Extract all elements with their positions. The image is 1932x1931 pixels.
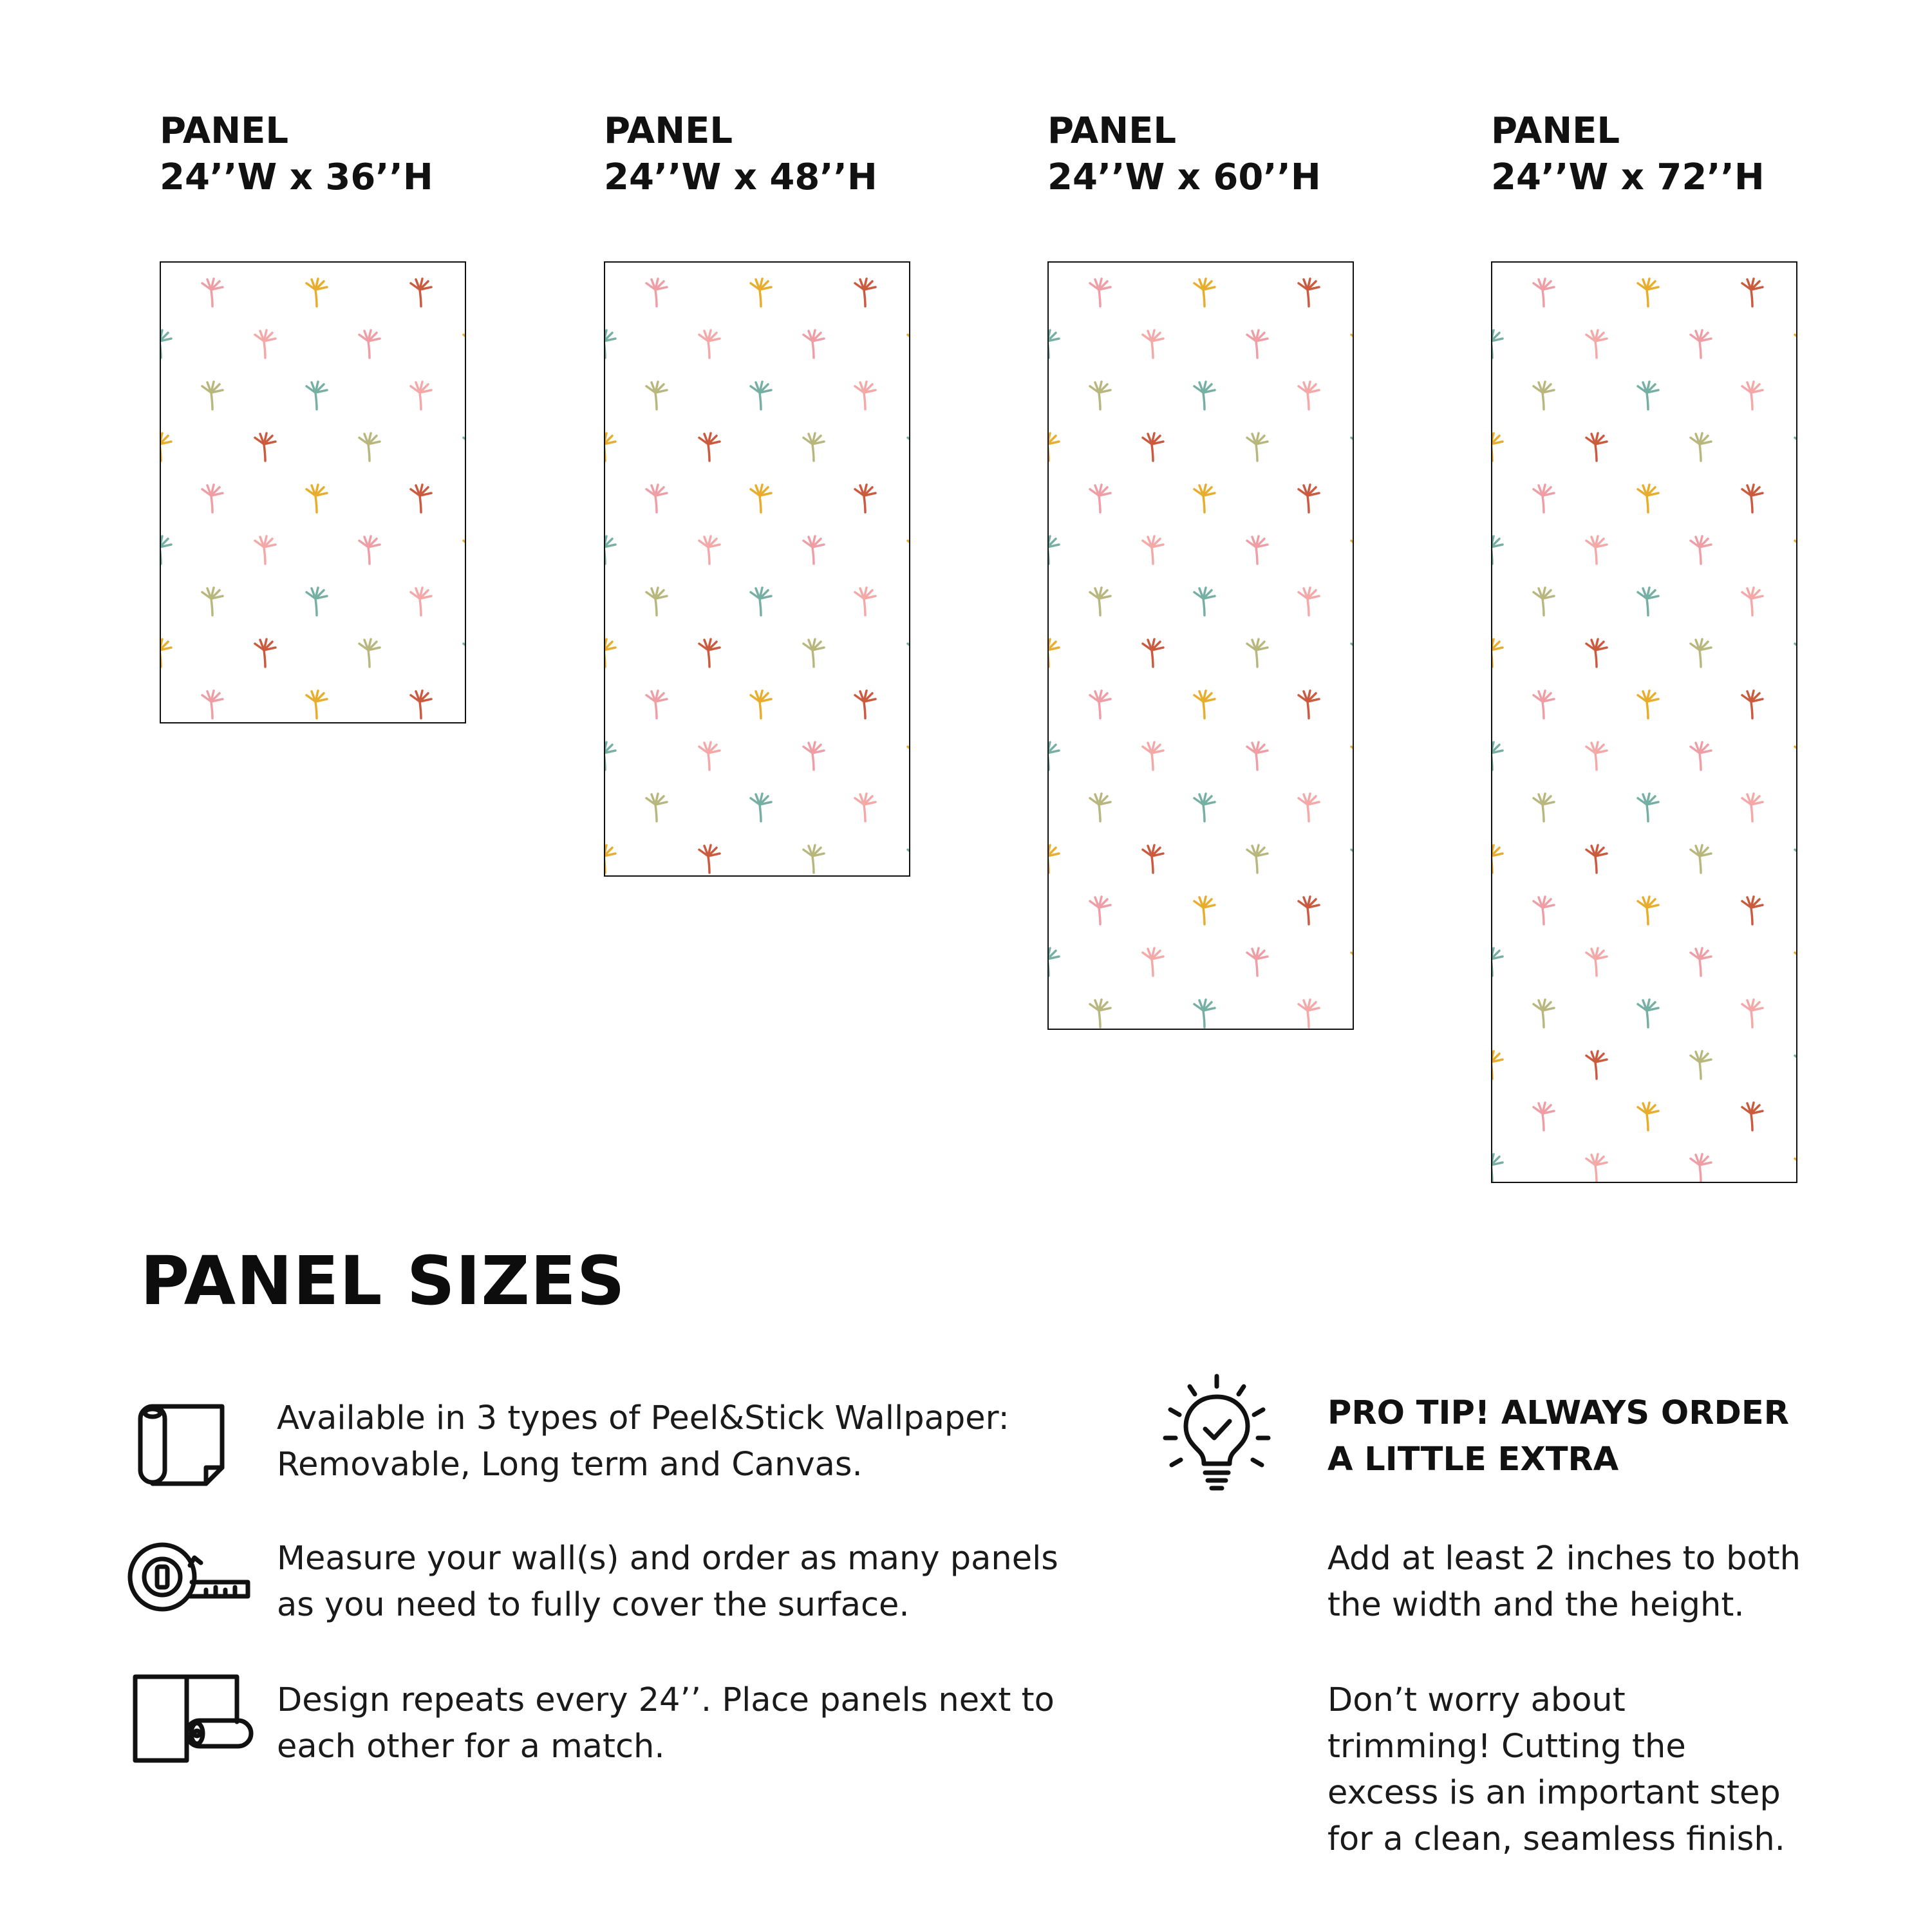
pattern-sprig: [1090, 588, 1111, 615]
pattern-sprig: [1691, 536, 1711, 564]
pattern-sprig: [1492, 1051, 1503, 1079]
tip-paragraph-extra: [1327, 1536, 1907, 1628]
pattern-sprig: [1143, 330, 1163, 358]
pattern-sprig: [646, 691, 667, 718]
pattern-sprig: [1691, 1051, 1711, 1079]
panel-heading: [1491, 108, 1932, 201]
pattern-sprig: [803, 742, 824, 770]
pattern-sprig: [1742, 691, 1763, 718]
lightbulb-check-icon: [1159, 1371, 1275, 1500]
panel-preview-36: [160, 261, 466, 723]
pattern-sprig: [1691, 433, 1711, 461]
pattern-sprig: [1143, 948, 1163, 976]
pattern-sprig: [1194, 279, 1215, 306]
pattern-sprig: [1351, 433, 1354, 461]
panel-label: PANEL: [604, 110, 733, 152]
pattern-sprig: [1691, 845, 1711, 873]
pattern-sprig: [855, 588, 876, 615]
pattern-sprig: [202, 485, 223, 512]
pattern-sprig: [1638, 691, 1658, 718]
pattern-sprig: [411, 588, 431, 615]
pattern-sprig: [1533, 382, 1554, 409]
pattern-sprig: [1691, 1154, 1711, 1182]
pattern-sprig: [1351, 742, 1354, 770]
panel-label: PANEL: [160, 110, 289, 152]
pattern-sprig: [1351, 536, 1354, 564]
pattern-sprig: [1638, 1000, 1658, 1027]
pattern-sprig: [1351, 948, 1354, 976]
pattern-sprig: [751, 485, 771, 512]
pattern-sprig: [1492, 536, 1503, 564]
pattern-sprig: [803, 845, 824, 873]
pattern-sprig: [1247, 330, 1268, 358]
pattern-sprig: [1090, 897, 1111, 924]
panel-label: PANEL: [1047, 110, 1177, 152]
pattern-sprig: [1795, 639, 1797, 667]
pattern-sprig: [1533, 691, 1554, 718]
pattern-sprig: [1492, 845, 1503, 873]
pattern-sprig: [1795, 948, 1797, 976]
pattern-sprig: [1638, 485, 1658, 512]
pattern-sprig: [1492, 1154, 1503, 1182]
pattern-sprig: [1742, 382, 1763, 409]
pattern-sprig: [306, 691, 327, 718]
pattern-sprig: [1795, 330, 1797, 358]
pattern-sprig: [1194, 691, 1215, 718]
info-line: Design repeats every 24’’. Place panels next to: [277, 1681, 1055, 1719]
pattern-sprig: [1143, 742, 1163, 770]
pattern-sprig: [255, 330, 276, 358]
tip-title-line: A LITTLE EXTRA: [1327, 1441, 1619, 1479]
pattern-sprig: [1691, 742, 1711, 770]
panel-size: 24’’W x 60’’H: [1047, 156, 1321, 198]
pattern-sprig: [1247, 742, 1268, 770]
pattern-sprig: [1638, 588, 1658, 615]
pattern-sprig: [1795, 536, 1797, 564]
pattern-sprig: [464, 639, 466, 667]
tip-paragraph-trimming: [1327, 1677, 1907, 1863]
pattern-sprig: [1586, 330, 1607, 358]
pattern-sprig: [1247, 433, 1268, 461]
pattern-sprig: [751, 794, 771, 821]
wallpaper-roll-icon: [129, 1394, 258, 1497]
pattern-sprig: [1049, 948, 1059, 976]
pattern-sprig: [1795, 742, 1797, 770]
pattern-sprig: [1090, 279, 1111, 306]
pattern-sprig: [1795, 433, 1797, 461]
pattern-sprig: [255, 639, 276, 667]
tape-measure-icon: [122, 1525, 251, 1628]
pattern-sprig: [1090, 485, 1111, 512]
pattern-sprig: [1533, 279, 1554, 306]
pattern-sprig: [1247, 536, 1268, 564]
pattern-sprig: [605, 536, 615, 564]
pattern-sprig: [1090, 691, 1111, 718]
pattern-sprig: [411, 279, 431, 306]
pattern-sprig: [908, 330, 910, 358]
panel-size: 24’’W x 48’’H: [604, 156, 877, 198]
info-line: Measure your wall(s) and order as many panels: [277, 1540, 1058, 1578]
pattern-sprig: [1742, 897, 1763, 924]
pattern-sprig: [1049, 536, 1059, 564]
pattern-sprig: [464, 330, 466, 358]
pattern-sprig: [1742, 794, 1763, 821]
pattern-sprig: [1638, 897, 1658, 924]
panel-label: PANEL: [1491, 110, 1620, 152]
pattern-sprig: [255, 433, 276, 461]
pattern-sprig: [1299, 485, 1319, 512]
pattern-sprig: [1143, 639, 1163, 667]
pattern-sprig: [161, 433, 171, 461]
pattern-sprig: [411, 382, 431, 409]
pattern-sprig: [1638, 382, 1658, 409]
pattern-sprig: [1194, 588, 1215, 615]
tip-line: Don’t worry about: [1327, 1681, 1626, 1719]
pattern-sprig: [751, 382, 771, 409]
pattern-sprig: [464, 536, 466, 564]
pattern-sprig: [1586, 742, 1607, 770]
pattern-sprig: [908, 433, 910, 461]
pattern-sprig: [699, 330, 720, 358]
panel-roll-icon: [129, 1670, 258, 1773]
panel-pattern: [1492, 263, 1797, 1182]
pattern-sprig: [1049, 845, 1059, 873]
pattern-sprig: [1351, 330, 1354, 358]
pattern-sprig: [1533, 897, 1554, 924]
pattern-sprig: [1691, 330, 1711, 358]
pattern-sprig: [1533, 794, 1554, 821]
pattern-sprig: [1299, 794, 1319, 821]
pattern-sprig: [1299, 691, 1319, 718]
pattern-sprig: [1247, 639, 1268, 667]
pattern-sprig: [699, 433, 720, 461]
pattern-sprig: [1049, 742, 1059, 770]
pattern-sprig: [1742, 1103, 1763, 1130]
pattern-sprig: [751, 279, 771, 306]
pattern-sprig: [803, 639, 824, 667]
info-text-design-repeat: [277, 1677, 1127, 1770]
pattern-sprig: [1586, 1051, 1607, 1079]
pattern-sprig: [161, 536, 171, 564]
info-line: as you need to fully cover the surface.: [277, 1586, 910, 1624]
pattern-sprig: [803, 330, 824, 358]
pattern-sprig: [1299, 897, 1319, 924]
pattern-sprig: [1586, 433, 1607, 461]
info-line: Available in 3 types of Peel&Stick Wallpaper:: [277, 1399, 1009, 1437]
pattern-sprig: [1247, 845, 1268, 873]
pattern-sprig: [202, 588, 223, 615]
pro-tip-title: [1327, 1390, 1789, 1483]
pattern-sprig: [1795, 1051, 1797, 1079]
pattern-sprig: [1742, 279, 1763, 306]
pattern-sprig: [1586, 948, 1607, 976]
tip-line: excess is an important step: [1327, 1774, 1781, 1812]
tip-line: trimming! Cutting the: [1327, 1728, 1686, 1766]
pattern-sprig: [908, 536, 910, 564]
pattern-sprig: [1691, 948, 1711, 976]
pattern-sprig: [751, 691, 771, 718]
pattern-sprig: [1492, 639, 1503, 667]
pattern-sprig: [306, 382, 327, 409]
tip-title-line: PRO TIP! ALWAYS ORDER: [1327, 1394, 1789, 1432]
pattern-sprig: [1299, 588, 1319, 615]
pattern-sprig: [1143, 536, 1163, 564]
pattern-sprig: [306, 279, 327, 306]
pattern-sprig: [1795, 845, 1797, 873]
pattern-sprig: [411, 691, 431, 718]
pattern-sprig: [646, 485, 667, 512]
pattern-sprig: [1194, 1000, 1215, 1027]
pattern-sprig: [1351, 845, 1354, 873]
pattern-sprig: [605, 639, 615, 667]
pattern-sprig: [1742, 485, 1763, 512]
panel-size: 24’’W x 36’’H: [160, 156, 433, 198]
pattern-sprig: [605, 742, 615, 770]
pattern-sprig: [646, 794, 667, 821]
panel-pattern: [1049, 263, 1354, 1029]
pattern-sprig: [1194, 382, 1215, 409]
tip-line: the width and the height.: [1327, 1586, 1745, 1624]
pattern-sprig: [1351, 639, 1354, 667]
info-text-measure: [277, 1536, 1127, 1628]
pattern-sprig: [1194, 794, 1215, 821]
panel-preview-48: [604, 261, 910, 877]
pattern-sprig: [1638, 279, 1658, 306]
pattern-sprig: [202, 382, 223, 409]
pattern-sprig: [699, 536, 720, 564]
pattern-sprig: [202, 691, 223, 718]
pattern-sprig: [699, 639, 720, 667]
tip-line: for a clean, seamless finish.: [1327, 1820, 1785, 1858]
pattern-sprig: [1492, 433, 1503, 461]
pattern-sprig: [751, 588, 771, 615]
pattern-sprig: [1049, 433, 1059, 461]
pattern-sprig: [464, 433, 466, 461]
pattern-sprig: [1492, 330, 1503, 358]
pattern-sprig: [1299, 1000, 1319, 1027]
pattern-sprig: [411, 485, 431, 512]
pattern-sprig: [1299, 279, 1319, 306]
section-title: PANEL SIZES: [140, 1242, 626, 1320]
panel-preview-60: [1047, 261, 1354, 1030]
pattern-sprig: [1533, 1103, 1554, 1130]
tip-line: Add at least 2 inches to both: [1327, 1540, 1801, 1578]
pattern-sprig: [1194, 897, 1215, 924]
pattern-sprig: [1247, 948, 1268, 976]
panel-size: 24’’W x 72’’H: [1491, 156, 1765, 198]
pattern-sprig: [1795, 1154, 1797, 1182]
pattern-sprig: [855, 382, 876, 409]
pattern-sprig: [803, 536, 824, 564]
pattern-sprig: [161, 330, 171, 358]
pattern-sprig: [605, 330, 615, 358]
pattern-sprig: [359, 330, 380, 358]
pattern-sprig: [1586, 639, 1607, 667]
pattern-sprig: [255, 536, 276, 564]
pattern-sprig: [1090, 1000, 1111, 1027]
pattern-sprig: [1742, 1000, 1763, 1027]
info-text-wallpaper-types: [277, 1395, 1127, 1488]
pattern-sprig: [1143, 433, 1163, 461]
pattern-sprig: [359, 433, 380, 461]
pattern-sprig: [646, 588, 667, 615]
pattern-sprig: [202, 279, 223, 306]
pattern-sprig: [1049, 639, 1059, 667]
info-line: Removable, Long term and Canvas.: [277, 1446, 863, 1484]
pattern-sprig: [699, 845, 720, 873]
pattern-sprig: [908, 742, 910, 770]
pattern-sprig: [1533, 485, 1554, 512]
pattern-sprig: [1299, 382, 1319, 409]
panel-pattern: [161, 263, 466, 722]
pattern-sprig: [1586, 536, 1607, 564]
pattern-sprig: [1533, 588, 1554, 615]
pattern-sprig: [1090, 794, 1111, 821]
panel-heading: [604, 108, 1055, 201]
panel-heading: [1047, 108, 1498, 201]
pattern-sprig: [1691, 639, 1711, 667]
info-line: each other for a match.: [277, 1728, 665, 1766]
pattern-sprig: [1090, 382, 1111, 409]
pattern-sprig: [803, 433, 824, 461]
pattern-sprig: [699, 742, 720, 770]
pattern-sprig: [855, 794, 876, 821]
pattern-sprig: [1143, 845, 1163, 873]
pattern-sprig: [1194, 485, 1215, 512]
pattern-sprig: [855, 691, 876, 718]
pattern-sprig: [1638, 794, 1658, 821]
pattern-sprig: [1586, 845, 1607, 873]
pattern-sprig: [908, 845, 910, 873]
pattern-sprig: [1049, 330, 1059, 358]
pattern-sprig: [855, 485, 876, 512]
pattern-sprig: [1742, 588, 1763, 615]
pattern-sprig: [646, 382, 667, 409]
pattern-sprig: [306, 588, 327, 615]
pattern-sprig: [908, 639, 910, 667]
pattern-sprig: [1586, 1154, 1607, 1182]
pattern-sprig: [1638, 1103, 1658, 1130]
pattern-sprig: [359, 639, 380, 667]
pattern-sprig: [1492, 742, 1503, 770]
pattern-sprig: [646, 279, 667, 306]
panel-preview-72: [1491, 261, 1797, 1183]
pattern-sprig: [605, 845, 615, 873]
pattern-sprig: [161, 639, 171, 667]
pattern-sprig: [605, 433, 615, 461]
panel-heading: [160, 108, 610, 201]
pattern-sprig: [1492, 948, 1503, 976]
pattern-sprig: [1533, 1000, 1554, 1027]
pattern-sprig: [359, 536, 380, 564]
pattern-sprig: [855, 279, 876, 306]
pattern-sprig: [306, 485, 327, 512]
panel-pattern: [605, 263, 910, 875]
